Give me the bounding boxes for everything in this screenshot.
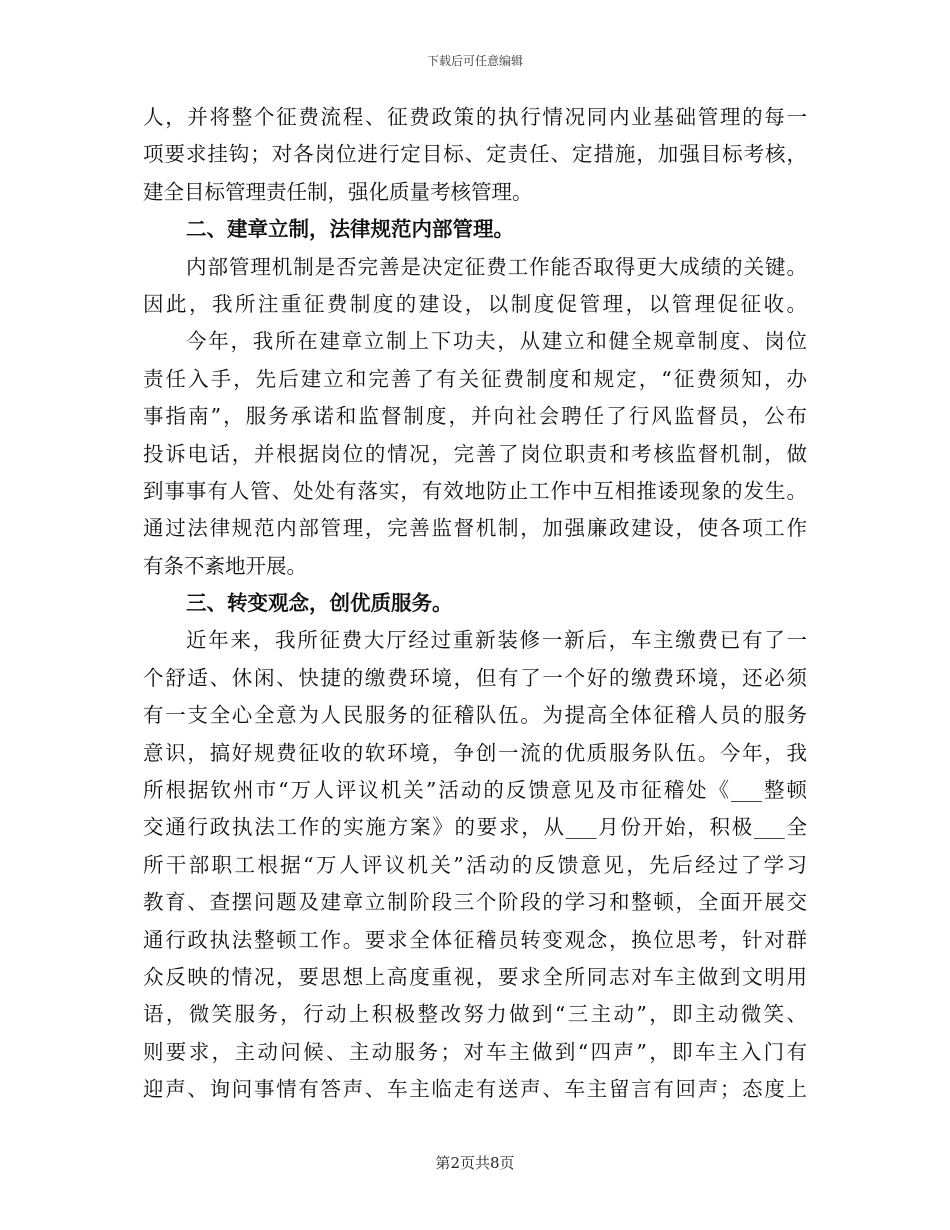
body-line: 个舒适、休闲、快捷的缴费环境，但有了一个好的缴费环境，还必须 — [143, 665, 807, 690]
body-line: 人，并将整个征费流程、征费政策的执行情况同内业基础管理的每一 — [143, 105, 807, 129]
body-line: 有条不紊地开展。 — [143, 553, 307, 578]
page-label-middle: 页共 — [459, 1154, 490, 1172]
section-heading: 三、转变观念，创优质服务。 — [186, 591, 453, 616]
page-footer — [0, 1152, 950, 1173]
body-line: 众反映的情况，要思想上高度重视，要求全所同志对车主做到文明用 — [143, 964, 807, 989]
page-label-prefix: 第 — [435, 1154, 451, 1172]
body-line: 通过法律规范内部管理，完善监督机制，加强廉政建设，使各项工作 — [143, 516, 807, 541]
body-line: 建全目标管理责任制，强化质量考核管理。 — [143, 179, 533, 204]
body-line: 投诉电话，并根据岗位的情况，完善了岗位职责和考核监督机制，做 — [143, 441, 807, 466]
body-line: 有一支全心全意为人民服务的征稽队伍。为提高全体征稽人员的服务 — [143, 703, 807, 728]
page-label-suffix: 页 — [499, 1154, 515, 1172]
body-line: 项要求挂钩；对各岗位进行定目标、定责任、定措施，加强目标考核， — [143, 142, 807, 167]
body-line: 意识，搞好规费征收的软环境，争创一流的优质服务队伍。今年，我 — [143, 740, 807, 765]
body-line: 教育、查摆问题及建章立制阶段三个阶段的学习和整顿，全面开展交 — [143, 890, 807, 915]
body-line: 内部管理机制是否完善是决定征费工作能否取得更大成绩的关键。 — [186, 254, 807, 279]
body-line: 所干部职工根据“万人评议机关”活动的反馈意见，先后经过了学习 — [143, 852, 807, 877]
body-line: 近年来，我所征费大厅经过重新装修一新后，车主缴费已有了一 — [186, 628, 807, 653]
section-heading: 二、建章立制，法律规范内部管理。 — [186, 217, 514, 242]
page-current: 2 — [450, 1154, 460, 1172]
page-header: 下载后可任意编辑 — [426, 54, 523, 68]
body-line: 交通行政执法工作的实施方案》的要求，从___月份开始，积极___全 — [143, 815, 807, 840]
body-line: 责任入手，先后建立和完善了有关征费制度和规定，“征费须知，办 — [143, 366, 807, 391]
body-line: 通行政执法整顿工作。要求全体征稽员转变观念，换位思考，针对群 — [143, 927, 807, 952]
body-line: 到事事有人管、处处有落实，有效地防止工作中互相推诿现象的发生。 — [143, 478, 807, 503]
body-line: 则要求，主动问候、主动服务；对车主做到“四声”，即车主入门有 — [143, 1039, 807, 1064]
body-line: 因此，我所注重征费制度的建设，以制度促管理，以管理促征收。 — [143, 291, 807, 316]
body-line: 所根据钦州市“万人评议机关”活动的反馈意见及市征稽处《___整顿 — [143, 778, 807, 803]
body-line: 迎声、询问事情有答声、车主临走有送声、车主留言有回声；态度上 — [143, 1077, 807, 1102]
body-line: 事指南”，服务承诺和监督制度，并向社会聘任了行风监督员，公布 — [143, 404, 807, 429]
page-total: 8 — [490, 1154, 500, 1172]
body-line: 今年，我所在建章立制上下功夫，从建立和健全规章制度、岗位 — [186, 329, 807, 354]
document-body — [143, 99, 807, 1109]
body-line: 语，微笑服务，行动上积极整改努力做到“三主动”，即主动微笑、 — [143, 1002, 807, 1027]
